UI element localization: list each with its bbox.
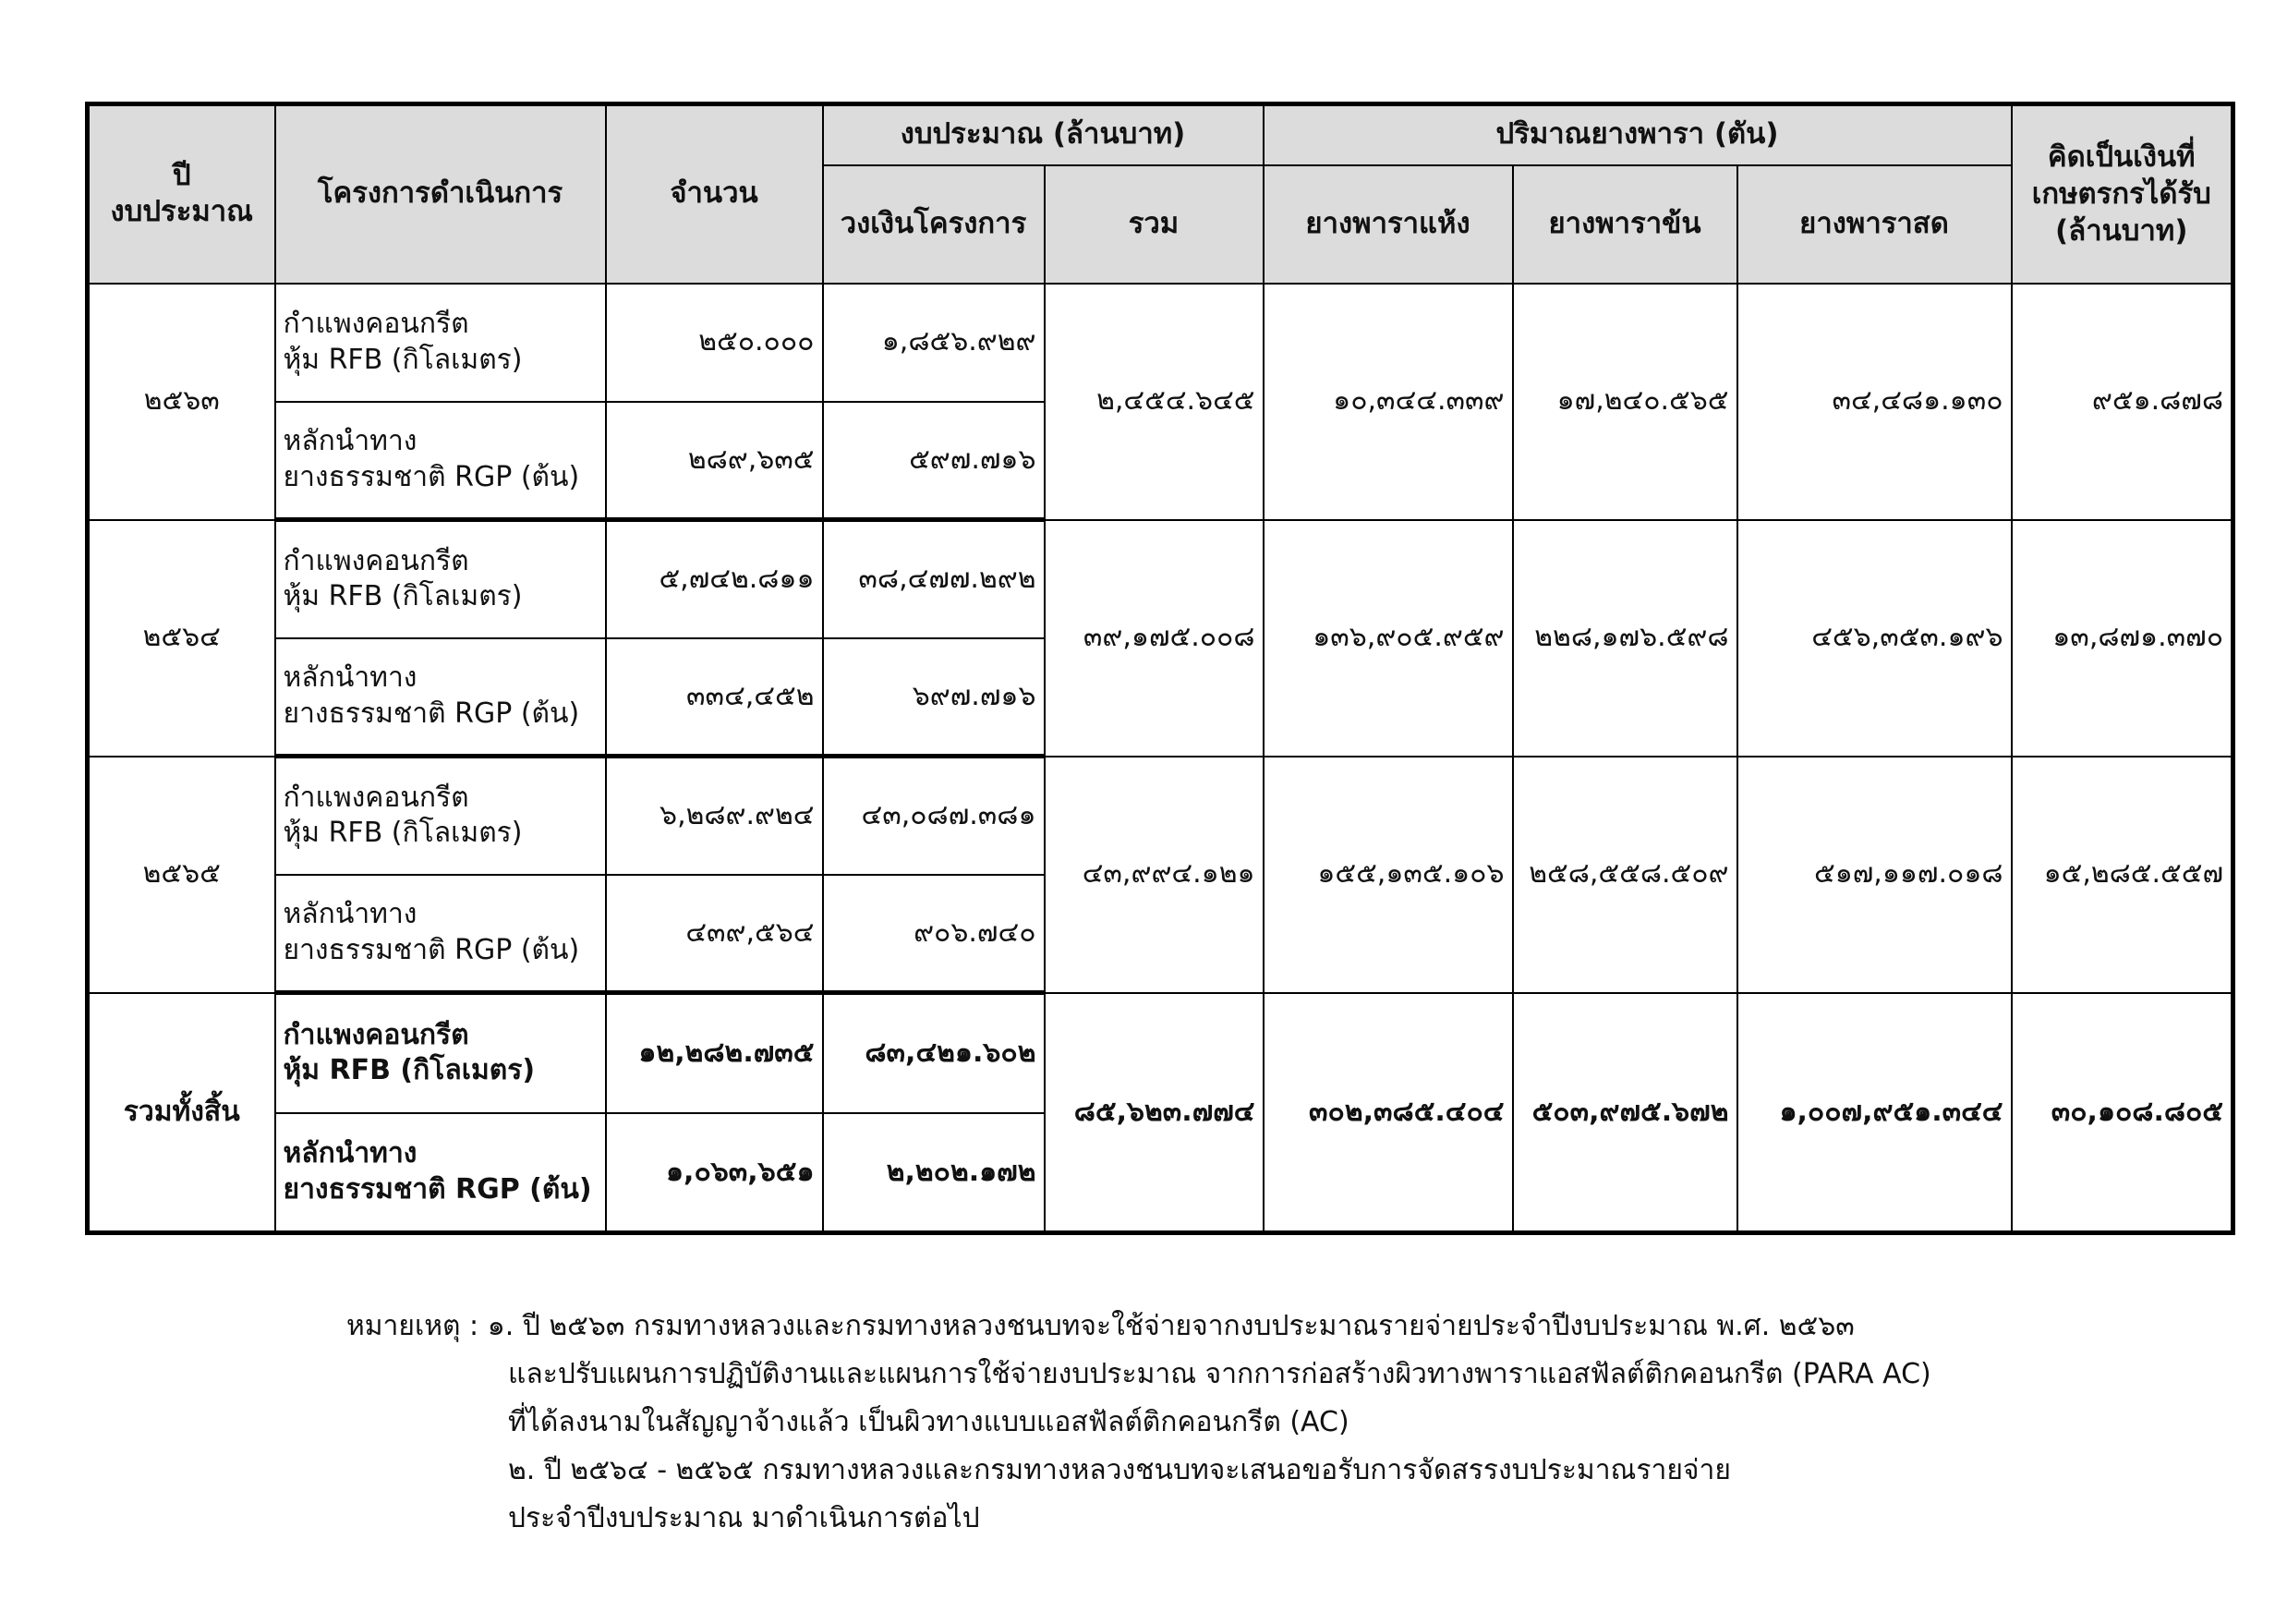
budget-cell: ๘๓,๔๒๑.๖๐๒ (823, 993, 1045, 1113)
footnote-line: และปรับแผนการปฏิบัติงานและแผนการใช้จ่ายงบประมาณ จากการก่อสร้างผิวทางพาราแอสฟัลต์ติกคอนกรีต (PARA AC) (508, 1358, 1931, 1390)
grand-total-label: รวมทั้งสิ้น (88, 993, 275, 1233)
header-quantity: จำนวน (606, 104, 823, 284)
project-cell: กำแพงคอนกรีต หุ้ม RFB (กิโลเมตร) (275, 520, 606, 638)
rubber-fresh-cell: ๓๔,๔๘๑.๑๓๐ (1737, 284, 2012, 520)
header-rubber-group: ปริมาณยางพารา (ตัน) (1264, 104, 2012, 165)
project-cell: หลักนำทาง ยางธรรมชาติ RGP (ต้น) (275, 402, 606, 520)
rubber-dry-cell: ๑๐,๓๔๔.๓๓๙ (1264, 284, 1513, 520)
budget-cell: ๖๙๗.๗๑๖ (823, 638, 1045, 757)
rubber-concentrated-cell: ๕๐๓,๙๗๕.๖๗๒ (1513, 993, 1737, 1233)
table-header (88, 104, 2233, 284)
farmer-income-cell: ๑๓,๘๗๑.๓๗๐ (2012, 520, 2233, 757)
rubber-fresh-cell: ๕๑๗,๑๑๗.๐๑๘ (1737, 757, 2012, 993)
budget-cell: ๔๓,๐๘๗.๓๘๑ (823, 757, 1045, 875)
footnote-line: ประจำปีงบประมาณ มาดำเนินการต่อไป (508, 1502, 980, 1534)
rubber-concentrated-cell: ๒๒๘,๑๗๖.๕๙๘ (1513, 520, 1737, 757)
budget-total-cell: ๘๕,๖๒๓.๗๗๔ (1045, 993, 1264, 1233)
quantity-cell: ๑,๐๖๓,๖๕๑ (606, 1113, 823, 1233)
quantity-cell: ๒๘๙,๖๓๕ (606, 402, 823, 520)
rubber-fresh-cell: ๑,๐๐๗,๙๕๑.๓๔๔ (1737, 993, 2012, 1233)
budget-cell: ๒,๒๐๒.๑๗๒ (823, 1113, 1045, 1233)
year-cell: ๒๕๖๔ (88, 520, 275, 757)
project-cell: กำแพงคอนกรีต หุ้ม RFB (กิโลเมตร) (275, 993, 606, 1113)
rubber-concentrated-cell: ๒๕๘,๕๕๘.๕๐๙ (1513, 757, 1737, 993)
rubber-dry-cell: ๑๓๖,๙๐๕.๙๕๙ (1264, 520, 1513, 757)
budget-table-container (85, 102, 2235, 1235)
header-rubber-fresh: ยางพาราสด (1737, 165, 2012, 284)
footnotes (346, 1303, 2212, 1543)
farmer-income-cell: ๙๕๑.๘๗๘ (2012, 284, 2233, 520)
project-cell: กำแพงคอนกรีต หุ้ม RFB (กิโลเมตร) (275, 284, 606, 402)
budget-cell: ๙๐๖.๗๔๐ (823, 875, 1045, 993)
project-cell: หลักนำทาง ยางธรรมชาติ RGP (ต้น) (275, 875, 606, 993)
budget-total-cell: ๒,๔๕๔.๖๔๕ (1045, 284, 1264, 520)
footnote-text: ๑. ปี ๒๕๖๓ กรมทางหลวงและกรมทางหลวงชนบทจะใช้จ่ายจากงบประมาณรายจ่ายประจำปีงบประมาณ พ.ศ. ๒๕๖๓ (487, 1310, 1855, 1342)
project-cell: หลักนำทาง ยางธรรมชาติ RGP (ต้น) (275, 1113, 606, 1233)
header-rubber-concentrated: ยางพาราข้น (1513, 165, 1737, 284)
budget-cell: ๕๙๗.๗๑๖ (823, 402, 1045, 520)
table-body (88, 284, 2233, 1233)
rubber-fresh-cell: ๔๕๖,๓๕๓.๑๙๖ (1737, 520, 2012, 757)
quantity-cell: ๑๒,๒๘๒.๗๓๕ (606, 993, 823, 1113)
footnote-line: ที่ได้ลงนามในสัญญาจ้างแล้ว เป็นผิวทางแบบแอสฟัลต์ติกคอนกรีต (AC) (508, 1406, 1349, 1438)
year-cell: ๒๕๖๓ (88, 284, 275, 520)
budget-table (85, 102, 2235, 1235)
header-rubber-dry: ยางพาราแห้ง (1264, 165, 1513, 284)
budget-total-cell: ๔๓,๙๙๔.๑๒๑ (1045, 757, 1264, 993)
farmer-income-cell: ๑๕,๒๘๕.๕๕๗ (2012, 757, 2233, 993)
header-farmer-income: คิดเป็นเงินที่ เกษตรกรได้รับ (ล้านบาท) (2012, 104, 2233, 284)
quantity-cell: ๒๕๐.๐๐๐ (606, 284, 823, 402)
rubber-dry-cell: ๑๕๕,๑๓๕.๑๐๖ (1264, 757, 1513, 993)
quantity-cell: ๔๓๙,๕๖๔ (606, 875, 823, 993)
header-budget-project: วงเงินโครงการ (823, 165, 1045, 284)
year-cell: ๒๕๖๕ (88, 757, 275, 993)
table-row-grand-total (88, 993, 2233, 1113)
quantity-cell: ๕,๗๔๒.๘๑๑ (606, 520, 823, 638)
project-cell: กำแพงคอนกรีต หุ้ม RFB (กิโลเมตร) (275, 757, 606, 875)
budget-total-cell: ๓๙,๑๗๕.๐๐๘ (1045, 520, 1264, 757)
rubber-dry-cell: ๓๐๒,๓๘๕.๔๐๔ (1264, 993, 1513, 1233)
farmer-income-cell: ๓๐,๑๐๘.๘๐๕ (2012, 993, 2233, 1233)
quantity-cell: ๖,๒๘๙.๙๒๔ (606, 757, 823, 875)
project-cell: หลักนำทาง ยางธรรมชาติ RGP (ต้น) (275, 638, 606, 757)
header-year: ปี งบประมาณ (88, 104, 275, 284)
rubber-concentrated-cell: ๑๗,๒๔๐.๕๖๕ (1513, 284, 1737, 520)
table-row (88, 284, 2233, 402)
footnote-line: ๒. ปี ๒๕๖๔ - ๒๕๖๕ กรมทางหลวงและกรมทางหลวงชนบทจะเสนอขอรับการจัดสรรงบประมาณรายจ่าย (508, 1454, 1731, 1486)
quantity-cell: ๓๓๔,๔๕๒ (606, 638, 823, 757)
header-project: โครงการดำเนินการ (275, 104, 606, 284)
table-row (88, 520, 2233, 638)
header-budget-total: รวม (1045, 165, 1264, 284)
budget-cell: ๑,๘๕๖.๙๒๙ (823, 284, 1045, 402)
footnote-line (346, 1303, 2212, 1351)
header-budget-group: งบประมาณ (ล้านบาท) (823, 104, 1264, 165)
table-row (88, 757, 2233, 875)
footnote-label: หมายเหตุ : (346, 1310, 479, 1342)
budget-cell: ๓๘,๔๗๗.๒๙๒ (823, 520, 1045, 638)
